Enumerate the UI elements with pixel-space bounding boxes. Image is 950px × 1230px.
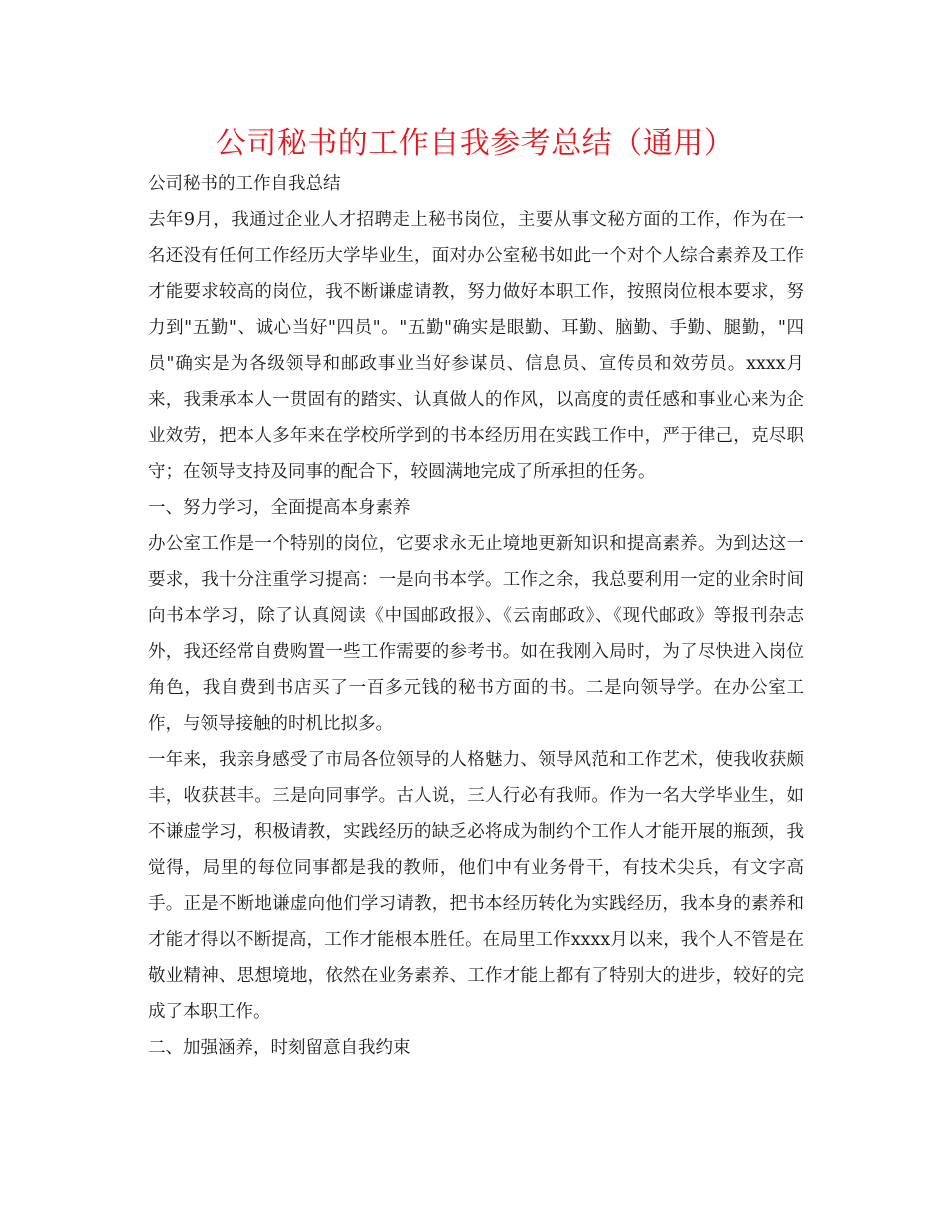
paragraph-year: 一年来，我亲身感受了市局各位领导的人格魅力、领导风范和工作艺术，使我收获颇丰，收获甚丰。三是向同事学。古人说，三人行必有我师。作为一名大学毕业生，如不谦虚学习，积极请教，实践经历的缺乏必将成为制约个工作人才能开展的瓶颈，我觉得，局里的每位同事都是我的教师，他们中有业务骨干，有技术尖兵，有文字高手。正是不断地谦虚向他们学习请教，把书本经历转化为实践经历，我本身的素养和才能才得以不断提高，工作才能根本胜任。在局里工作xxxx月以来，我个人不管是在敬业精神、思想境地，依然在业务素养、工作才能上都有了特别大的进步，较好的完成了本职工作。 <box>148 750 804 1022</box>
document-title: 公司秘书的工作自我参考总结（通用） <box>215 126 735 161</box>
paragraph-study: 办公室工作是一个特别的岗位，它要求永无止境地更新知识和提高素养。为到达这一要求，我十分注重学习提高：一是向书本学。工作之余，我总要利用一定的业余时间向书本学习，除了认真阅读《中国邮政报》、《云南邮政》、《现代邮政》等报刊杂志外，我还经常自费购置一些工作需要的参考书。如在我刚入局时，为了尽快进入岗位角色，我自费到书店买了一百多元钱的秘书方面的书。二是向领导学。在办公室工作，与领导接触的时机比拟多。 <box>148 534 804 734</box>
section-heading-2: 二、加强涵养，时刻留意自我约束 <box>148 1038 411 1058</box>
section-heading-1: 一、努力学习，全面提高本身素养 <box>148 498 411 518</box>
document-body <box>148 166 804 1066</box>
paragraph-intro: 去年9月，我通过企业人才招聘走上秘书岗位，主要从事文秘方面的工作，作为在一名还没有任何工作经历大学毕业生，面对办公室秘书如此一个对个人综合素养及工作才能要求较高的岗位，我不断谦虚请教，努力做好本职工作，按照岗位根本要求，努力到"五勤"、诚心当好"四员"。"五勤"确实是眼勤、耳勤、脑勤、手勤、腿勤，"四员"确实是为各级领导和邮政事业当好参谋员、信息员、宣传员和效劳员。xxxx月来，我秉承本人一贯固有的踏实、认真做人的作风，以高度的责任感和事业心来为企业效劳，把本人多年来在学校所学到的书本经历用在实践工作中，严于律己，克尽职守；在领导支持及同事的配合下，较圆满地完成了所承担的任务。 <box>148 210 804 482</box>
document-subtitle: 公司秘书的工作自我总结 <box>148 174 341 194</box>
